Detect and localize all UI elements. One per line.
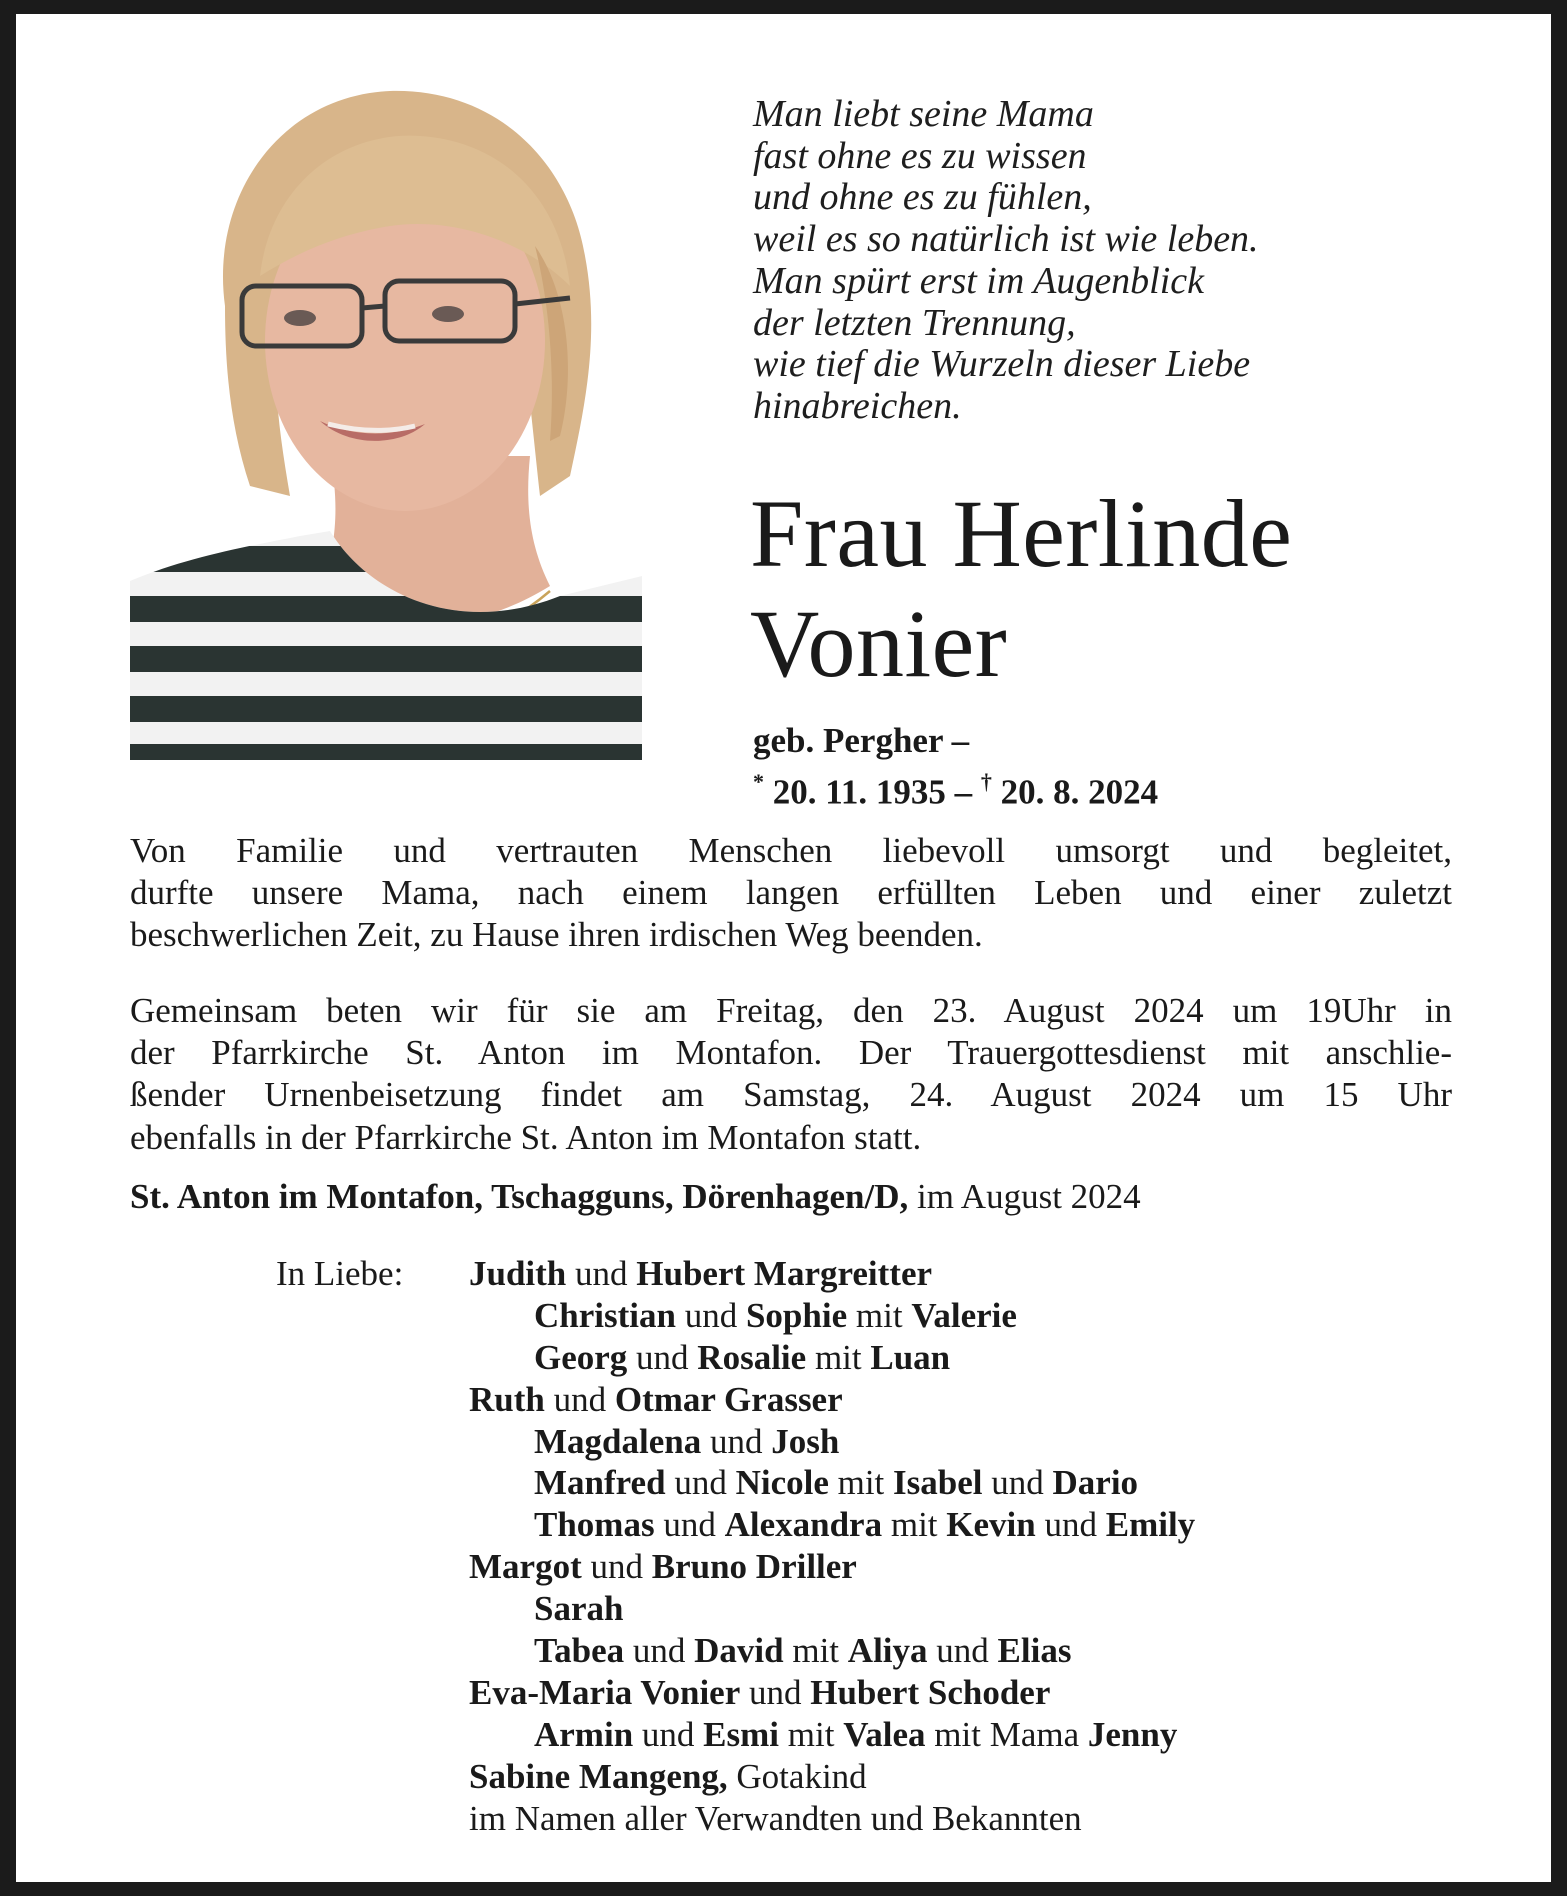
mourner-name: Aliya — [847, 1631, 928, 1671]
mourner-connector: und — [675, 1295, 746, 1335]
poem-line: und ohne es zu fühlen, — [753, 176, 1092, 219]
announcement-paragraph — [130, 830, 1452, 957]
poem-line: der letzten Trennung, — [753, 301, 1076, 344]
mourner-connector: und — [581, 1547, 652, 1587]
memorial-poem — [753, 94, 1473, 428]
mourner-name: Kevin — [946, 1505, 1036, 1545]
mourner-row — [469, 1379, 1469, 1421]
poem-line: Man liebt seine Mama — [753, 93, 1094, 135]
deceased-name — [750, 479, 1292, 699]
mourner-name: Sophie — [745, 1295, 848, 1335]
paragraph-line: durfte unsere Mama, nach einem langen erfüllten Leben und einer zuletzt — [130, 873, 1452, 913]
death-symbol: † — [980, 769, 992, 794]
mourner-row — [469, 1504, 1469, 1546]
mourner-name: Christian — [534, 1295, 676, 1335]
mourner-connector: mit — [806, 1337, 871, 1377]
mourner-connector: und — [654, 1505, 725, 1545]
mourner-connector: mit Mama — [925, 1714, 1088, 1754]
mourner-row — [469, 1295, 1469, 1337]
mourner-row — [469, 1756, 1469, 1798]
locations: St. Anton im Montafon, Tschagguns, Dörenhagen/D, — [130, 1177, 909, 1216]
place-and-date — [130, 1176, 1141, 1218]
mourner-row — [469, 1421, 1469, 1463]
mourner-name: Alexandra — [724, 1505, 883, 1545]
paragraph-line: ßender Urnenbeisetzung findet am Samstag, 24. August 2024 um 15 Uhr — [130, 1075, 1452, 1115]
mourner-name: Josh — [771, 1421, 840, 1461]
mourner-name: Thomas — [534, 1505, 655, 1545]
mourner-name: Jenny — [1087, 1714, 1178, 1754]
life-dates — [753, 763, 1158, 814]
mourner-connector: mit — [847, 1295, 912, 1335]
mourner-name: Magdalena — [534, 1421, 702, 1461]
mourner-name: Ruth — [469, 1379, 545, 1419]
mourner-name: Sabine Mangeng, — [469, 1756, 728, 1796]
mourner-name: Nicole — [735, 1463, 829, 1503]
mourner-name: Manfred — [534, 1463, 666, 1503]
birth-name: geb. Pergher – — [753, 721, 970, 760]
mourner-connector: und — [1035, 1505, 1106, 1545]
birth-date: 20. 11. 1935 — [772, 772, 946, 812]
mourner-name: Margot — [469, 1547, 582, 1587]
mourner-connector: mit — [783, 1631, 848, 1671]
mourners-list — [469, 1253, 1469, 1839]
portrait-photo — [130, 76, 642, 760]
mourner-row — [469, 1253, 1469, 1295]
mourner-row — [469, 1630, 1469, 1672]
paragraph-line: Von Familie und vertrauten Menschen liebevoll umsorgt und begleitet, — [130, 831, 1452, 870]
mourner-connector: und — [624, 1631, 695, 1671]
mourner-name: Dario — [1052, 1463, 1139, 1503]
name-line-2: Vonier — [750, 590, 1008, 697]
mourner-row — [469, 1588, 1469, 1630]
paragraph-line: beschwerlichen Zeit, zu Hause ihren irdischen Weg beenden. — [130, 915, 983, 955]
mourner-connector: und — [701, 1421, 772, 1461]
poem-line: fast ohne es zu wissen — [753, 134, 1087, 177]
mourner-row — [469, 1714, 1469, 1756]
mourner-name: Esmi — [703, 1714, 780, 1754]
mourner-connector: und — [544, 1379, 615, 1419]
mourner-row — [469, 1672, 1469, 1714]
mourner-name: Isabel — [893, 1463, 983, 1503]
mourner-row — [469, 1546, 1469, 1588]
mourner-connector: mit — [779, 1714, 844, 1754]
poem-line: weil es so natürlich ist wie leben. — [753, 218, 1259, 261]
mourner-name: Eva-Maria Vonier — [469, 1672, 741, 1712]
mourner-name: Armin — [534, 1714, 634, 1754]
poem-line: hinabreichen. — [753, 384, 962, 427]
paragraph-line: ebenfalls in der Pfarrkirche St. Anton im Montafon statt. — [130, 1117, 922, 1157]
service-details-paragraph — [130, 990, 1452, 1159]
mourner-connector: im Namen aller Verwandten und Bekannten — [469, 1798, 1082, 1838]
mourner-name: Valea — [843, 1714, 926, 1754]
portrait-illustration — [130, 76, 642, 760]
mourner-connector: und — [665, 1463, 736, 1503]
paragraph-line: der Pfarrkirche St. Anton im Montafon. Der Trauergottesdienst mit anschlie- — [130, 1033, 1452, 1073]
mourner-name: David — [694, 1631, 784, 1671]
mourner-connector: und — [627, 1337, 698, 1377]
mourner-name: Hubert Schoder — [810, 1672, 1051, 1712]
mourner-connector: und — [633, 1714, 704, 1754]
mourner-row — [469, 1337, 1469, 1379]
mourner-connector: mit — [828, 1463, 894, 1503]
name-line-1: Frau Herlinde — [750, 480, 1293, 587]
mourner-row — [469, 1798, 1469, 1840]
date-separator: – — [954, 772, 973, 812]
mourner-connector: mit — [882, 1505, 947, 1545]
mourner-name: Rosalie — [697, 1337, 807, 1377]
mourner-name: Judith — [469, 1254, 567, 1293]
mourner-connector: und — [982, 1463, 1053, 1503]
obituary-page — [16, 14, 1551, 1882]
mourner-name: Emily — [1105, 1505, 1196, 1545]
poem-line: Man spürt erst im Augenblick — [753, 259, 1205, 302]
poem-line: wie tief die Wurzeln dieser Liebe — [753, 343, 1251, 386]
mourner-name: Otmar Grasser — [614, 1379, 843, 1419]
mourner-name: Elias — [997, 1631, 1072, 1671]
mourner-connector: und — [740, 1672, 811, 1712]
mourner-name: Tabea — [534, 1631, 625, 1671]
death-date: 20. 8. 2024 — [1000, 772, 1159, 812]
mourner-name: Bruno Driller — [651, 1547, 857, 1587]
announcement-date: im August 2024 — [908, 1177, 1141, 1216]
mourner-name: Georg — [534, 1337, 628, 1377]
mourner-connector: und — [566, 1254, 637, 1293]
mourner-connector: Gotakind — [727, 1756, 867, 1796]
mourner-name: Hubert Margreitter — [636, 1254, 933, 1293]
mourner-row — [469, 1462, 1469, 1504]
birth-symbol: * — [753, 769, 764, 794]
in-love-label: In Liebe: — [276, 1254, 404, 1293]
mourner-name: Luan — [870, 1337, 951, 1377]
mourner-connector: und — [927, 1631, 998, 1671]
paragraph-line: Gemeinsam beten wir für sie am Freitag, den 23. August 2024 um 19Uhr in — [130, 991, 1452, 1030]
mourner-name: Valerie — [911, 1295, 1017, 1335]
mourner-name: Sarah — [534, 1589, 624, 1629]
